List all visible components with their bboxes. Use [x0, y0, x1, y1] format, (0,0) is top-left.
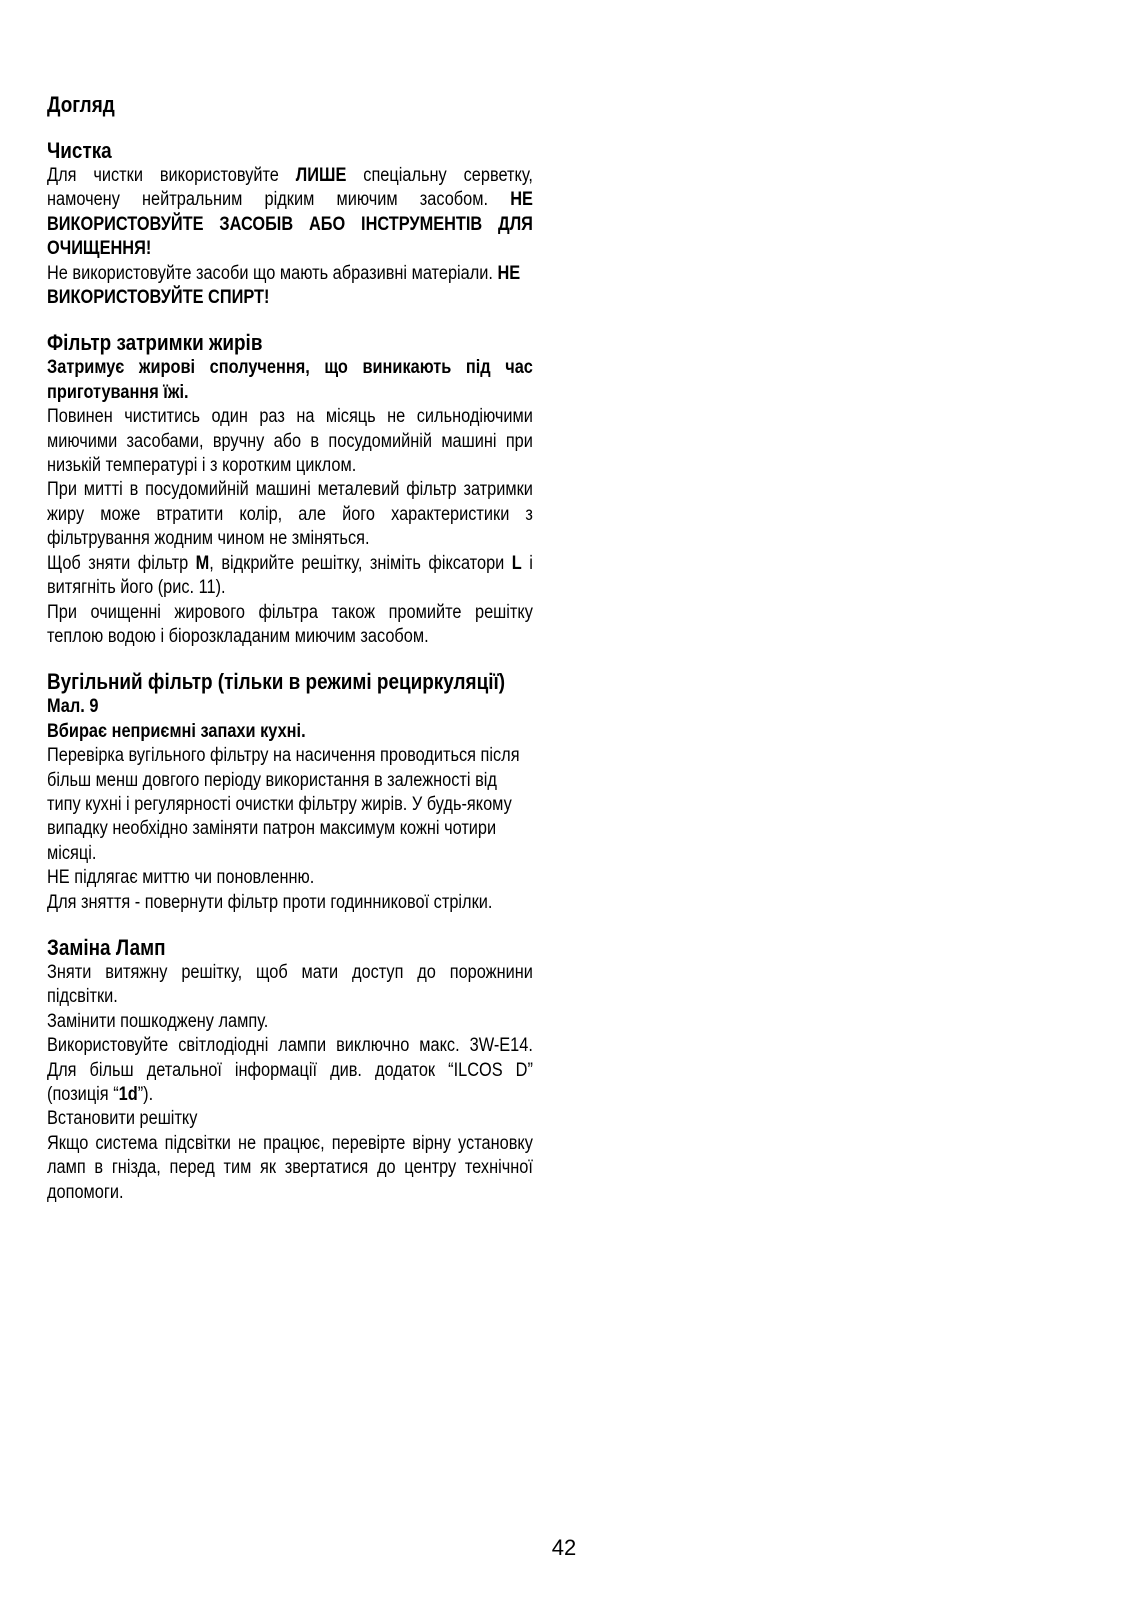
page-title: Догляд — [47, 92, 115, 117]
grease-filter-p3-text-e: і витягніть його (рис. 11). — [47, 552, 533, 599]
cleaning-p1-text-c: спеціальну серветку, намочену нейтральним рідким миючим засобом. — [47, 165, 533, 211]
grease-filter-p3-text-c: , відкрийте решітку, зніміть фіксатори — [209, 552, 512, 574]
carbon-filter-paragraph-2: НЕ підлягає миттю чи поновленню. — [47, 867, 315, 889]
cleaning-section — [47, 138, 533, 310]
grease-filter-label-m: М — [195, 552, 210, 574]
lamps-paragraph-4: Встановити решітку — [47, 1108, 198, 1130]
lamps-paragraph-3 — [47, 1034, 533, 1107]
lamps-p3-text-a: Використовуйте світлодіодні лампи виключно макс. 3W-E14. Для більш детальної інформації див. додаток “ILCOS D” (позиція “ — [47, 1035, 533, 1105]
cleaning-p2-text: Не використовуйте засоби що мають абразивні матеріали. — [47, 262, 498, 284]
cleaning-p2-warning: НЕ ВИКОРИСТОВУЙТЕ СПИРТ! — [47, 262, 521, 309]
grease-filter-subtitle: Затримує жирові сполучення, що виникають під час приготування їжі. — [47, 357, 533, 403]
grease-filter-label-l: L — [511, 552, 522, 574]
carbon-filter-subtitle: Вбирає неприємні запахи кухні. — [47, 720, 306, 742]
text-column — [47, 92, 533, 1205]
grease-filter-paragraph-1: Повинен чиститись один раз на місяць не сильнодіючими миючими засобами, вручну або в посудомийній машині при низькій температурі і з коротким циклом. — [47, 406, 533, 477]
grease-filter-paragraph-3 — [47, 552, 533, 601]
carbon-filter-paragraph-1: Перевірка вугільного фільтру на насичення проводиться після більш менш довгого періоду використання в залежності від типу кухні і регулярності очистки фільтру жирів. У будь-якому випадку необхідно заміняти патрон максимум кожні чотири місяці. — [47, 745, 520, 864]
page-number: 42 — [551, 1535, 577, 1560]
lamps-p3-text-c: ”). — [137, 1084, 154, 1105]
cleaning-p1-emphasis-only: ЛИШЕ — [295, 165, 347, 186]
lamps-paragraph-1: Зняти витяжну решітку, щоб мати доступ до порожнини підсвітки. — [47, 961, 533, 1008]
carbon-filter-heading: Вугільний фільтр (тільки в режимі рециркуляції) — [47, 669, 506, 695]
lamps-position-code: 1d — [118, 1084, 138, 1105]
grease-filter-section — [47, 330, 533, 649]
cleaning-heading: Чистка — [47, 138, 112, 163]
carbon-filter-paragraph-3: Для зняття - повернути фільтр проти годинникової стрілки. — [47, 891, 493, 913]
lamps-paragraph-5: Якщо система підсвітки не працює, перевірте вірну установку ламп в гнізда, перед тим як звертатися до центру технічної допомоги. — [47, 1132, 533, 1203]
lamps-paragraph-2: Замінити пошкоджену лампу. — [47, 1010, 269, 1032]
carbon-filter-section — [47, 669, 533, 915]
grease-filter-paragraph-4: При очищенні жирового фільтра також промийте решітку теплою водою і біорозкладаним миючим засобом. — [47, 601, 533, 647]
grease-filter-heading: Фільтр затримки жирів — [47, 330, 263, 356]
grease-filter-paragraph-2: При митті в посудомийній машині металевий фільтр затримки жиру може втратити колір, але його характеристики з фільтрування жодним чином не зміняться. — [47, 479, 533, 550]
carbon-filter-figure-ref: Мал. 9 — [47, 696, 99, 718]
grease-filter-p3-text-a: Щоб зняти фільтр — [47, 552, 196, 574]
cleaning-p1-warning: НЕ ВИКОРИСТОВУЙТЕ ЗАСОБІВ АБО ІНСТРУМЕНТІВ ДЛЯ ОЧИЩЕННЯ! — [47, 189, 533, 260]
lamps-section — [47, 935, 533, 1205]
cleaning-p1-text-a: Для чистки використовуйте — [47, 165, 296, 186]
page-content — [47, 92, 533, 1225]
cleaning-paragraph-2 — [47, 262, 533, 311]
cleaning-paragraph-1 — [47, 164, 533, 262]
lamps-heading: Заміна Ламп — [47, 934, 166, 960]
